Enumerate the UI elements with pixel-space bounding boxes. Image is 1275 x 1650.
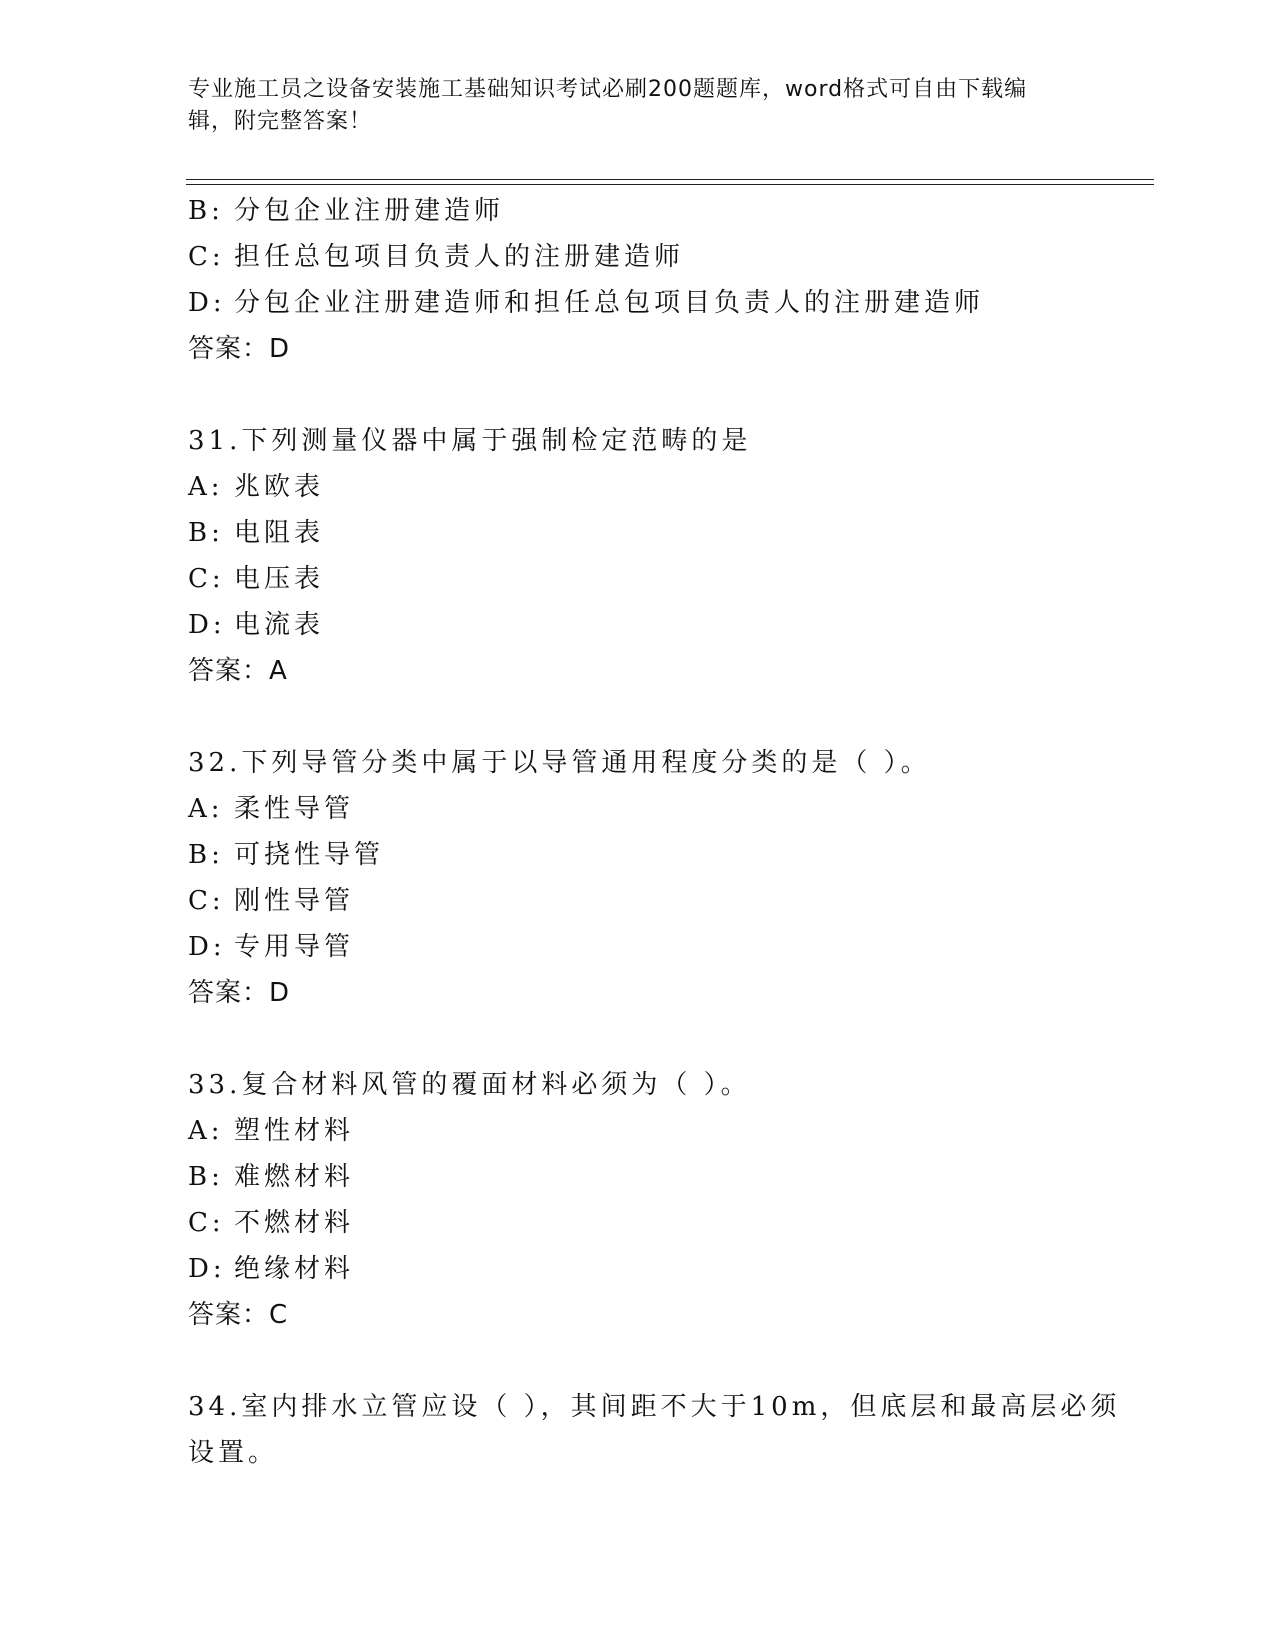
question-stem: 32.下列导管分类中属于以导管通用程度分类的是（ ）。 <box>188 748 931 778</box>
question-stem: 31.下列测量仪器中属于强制检定范畴的是 <box>188 426 752 456</box>
option-b <box>188 510 1128 556</box>
option-key: D: <box>188 610 226 640</box>
answer-line: 答案：D <box>188 978 291 1008</box>
option-text: 兆欧表 <box>234 472 325 502</box>
option-text: 电压表 <box>234 564 325 594</box>
option-key: A: <box>188 472 224 502</box>
option-text: 难燃材料 <box>234 1162 355 1192</box>
answer-line: 答案：A <box>188 656 288 686</box>
option-c <box>188 1200 1128 1246</box>
option-text: 刚性导管 <box>234 886 355 916</box>
option-c <box>188 878 1128 924</box>
answer-line: 答案：D <box>188 334 291 364</box>
prev-question-block <box>188 188 1128 372</box>
option-key: A: <box>188 794 224 824</box>
question-32 <box>188 740 1128 1016</box>
option-key: D: <box>188 932 226 962</box>
spacer <box>188 1338 1128 1384</box>
option-b <box>188 188 1128 234</box>
spacer <box>188 694 1128 740</box>
question-list <box>188 188 1128 1476</box>
option-text: 塑性材料 <box>234 1116 355 1146</box>
option-key: D: <box>188 1254 226 1284</box>
option-key: B: <box>188 518 224 548</box>
option-key: D: <box>188 288 226 318</box>
question-stem: 33.复合材料风管的覆面材料必须为（ ）。 <box>188 1070 751 1100</box>
option-b <box>188 1154 1128 1200</box>
option-key: C: <box>188 242 225 272</box>
option-d <box>188 602 1128 648</box>
question-33 <box>188 1062 1128 1338</box>
option-text: 分包企业注册建造师和担任总包项目负责人的注册建造师 <box>234 288 985 318</box>
option-text: 电阻表 <box>234 518 325 548</box>
spacer <box>188 1016 1128 1062</box>
option-text: 不燃材料 <box>234 1208 355 1238</box>
option-key: C: <box>188 564 225 594</box>
option-d <box>188 280 1128 326</box>
option-text: 担任总包项目负责人的注册建造师 <box>234 242 685 272</box>
option-text: 电流表 <box>234 610 325 640</box>
option-key: C: <box>188 886 225 916</box>
option-a <box>188 786 1128 832</box>
question-31 <box>188 418 1128 694</box>
option-key: B: <box>188 840 224 870</box>
option-key: C: <box>188 1208 225 1238</box>
option-text: 柔性导管 <box>234 794 355 824</box>
question-34 <box>188 1384 1128 1476</box>
option-text: 分包企业注册建造师 <box>234 196 505 226</box>
option-a <box>188 1108 1128 1154</box>
question-stem: 34.室内排水立管应设（ ），其间距不大于10m，但底层和最高层必须设置。 <box>188 1392 1121 1468</box>
option-c <box>188 234 1128 280</box>
option-text: 可挠性导管 <box>234 840 385 870</box>
option-text: 专用导管 <box>234 932 355 962</box>
option-c <box>188 556 1128 602</box>
option-text: 绝缘材料 <box>234 1254 355 1284</box>
header-divider <box>186 179 1154 185</box>
option-key: B: <box>188 1162 224 1192</box>
spacer <box>188 372 1128 418</box>
option-key: B: <box>188 196 224 226</box>
document-header: 专业施工员之设备安装施工基础知识考试必刷200题题库，word格式可自由下载编辑，附完整答案！ <box>188 77 1028 134</box>
option-d <box>188 924 1128 970</box>
answer-line: 答案：C <box>188 1300 289 1330</box>
option-a <box>188 464 1128 510</box>
option-b <box>188 832 1128 878</box>
option-d <box>188 1246 1128 1292</box>
option-key: A: <box>188 1116 224 1146</box>
